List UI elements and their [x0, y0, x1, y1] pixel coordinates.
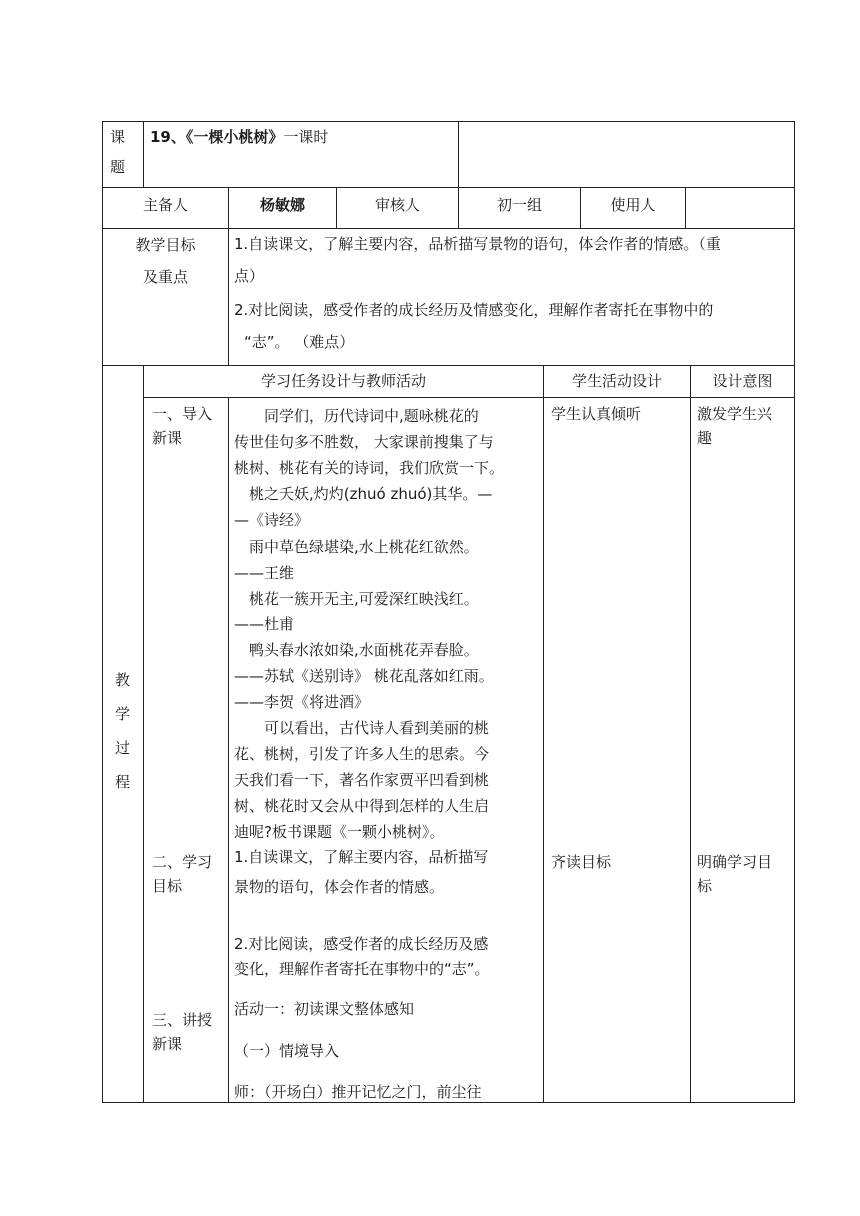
intent-column-header: 设计意图 — [712, 372, 773, 390]
task-line: 变化，理解作者寄托在事物中的“志”。 — [234, 960, 490, 978]
design-intent: 标 — [697, 877, 713, 895]
goal-line: 1.自读课文，了解主要内容，品析描写景物的语句，体会作者的情感。（重 — [234, 235, 721, 253]
reviewer-name: 初一组 — [496, 196, 542, 214]
task-line: 可以看出，古代诗人看到美丽的桃 — [234, 719, 490, 737]
process-side-label-char: 教 — [115, 671, 131, 689]
task-line: ——李贺《将进酒》 — [234, 693, 370, 711]
goals-label-2: 及重点 — [142, 268, 188, 286]
task-line: 桃树、桃花有关的诗词，我们欣赏一下。 — [234, 459, 505, 477]
section-title: 二、学习 — [152, 853, 213, 871]
goals-label-1: 教学目标 — [135, 236, 196, 254]
process-side-label-char: 过 — [115, 739, 131, 757]
goal-line: “志”。 （难点） — [244, 333, 355, 351]
goal-line: 2.对比阅读，感受作者的成长经历及情感变化，理解作者寄托在事物中的 — [234, 301, 714, 319]
task-line: 传世佳句多不胜数， 大家课前搜集了与 — [234, 433, 494, 451]
section-title: 目标 — [152, 877, 183, 895]
task-line: 鸭头春水浓如染,水面桃花弄春脸。 — [234, 641, 479, 659]
topic-label-2: 题 — [110, 158, 126, 176]
reviewer-label: 审核人 — [374, 196, 420, 214]
student-activity: 学生认真倾听 — [551, 405, 642, 423]
task-line: ——王维 — [234, 564, 295, 582]
task-line: 景物的语句，体会作者的情感。 — [234, 878, 445, 896]
main-preparer-label: 主备人 — [142, 196, 188, 214]
design-intent: 激发学生兴 — [697, 405, 773, 423]
task-line: 2.对比阅读，感受作者的成长经历及感 — [234, 935, 489, 953]
section-title: 新课 — [152, 1035, 183, 1053]
topic-title: 《一棵小桃树》 — [185, 128, 284, 146]
section-title: 一、导入 — [152, 405, 213, 423]
task-line: ——苏轼《送别诗》 桃花乱落如红雨。 — [234, 667, 494, 685]
lesson-topic — [150, 127, 328, 147]
user-label: 使用人 — [610, 196, 656, 214]
task-line: 天我们看一下，著名作家贾平凹看到桃 — [234, 771, 490, 789]
task-line: 迪呢?板书课题《一颗小桃树》。 — [234, 823, 445, 841]
process-side-label-char: 学 — [115, 705, 131, 723]
process-side-label-char: 程 — [115, 773, 131, 791]
task-line: ——杜甫 — [234, 615, 295, 633]
main-preparer-name: 杨敏娜 — [259, 196, 305, 214]
design-intent: 明确学习目 — [697, 853, 773, 871]
student-column-header: 学生活动设计 — [571, 372, 662, 390]
task-line: 活动一：初读课文整体感知 — [234, 1000, 415, 1018]
design-intent: 趣 — [697, 429, 713, 447]
task-line: 1.自读课文，了解主要内容，品析描写 — [234, 848, 489, 866]
task-line: —《诗经》 — [234, 511, 310, 529]
topic-suffix: 一课时 — [283, 128, 329, 146]
topic-number: 19、 — [150, 128, 186, 146]
goal-line: 点） — [234, 267, 265, 285]
section-title: 三、讲授 — [152, 1011, 213, 1029]
task-line: 师：（开场白）推开记忆之门，前尘往 — [234, 1083, 482, 1101]
task-line: 雨中草色绿堪染,水上桃花红欲然。 — [234, 538, 479, 556]
student-activity: 齐读目标 — [551, 853, 612, 871]
section-title: 新课 — [152, 429, 183, 447]
task-line: （一）情境导入 — [234, 1042, 340, 1060]
task-line: 树、桃花时又会从中得到怎样的人生启 — [234, 797, 490, 815]
task-line: 桃花一簇开无主,可爱深红映浅红。 — [234, 590, 479, 608]
task-line: 同学们，历代诗词中,题咏桃花的 — [234, 407, 479, 425]
topic-label-1: 课 — [110, 128, 126, 146]
task-line: 桃之夭妖,灼灼(zhuó zhuó)其华。— — [234, 485, 493, 503]
task-line: 花、桃树，引发了许多人生的思索。今 — [234, 745, 490, 763]
tasks-column-header: 学习任务设计与教师活动 — [260, 372, 426, 390]
